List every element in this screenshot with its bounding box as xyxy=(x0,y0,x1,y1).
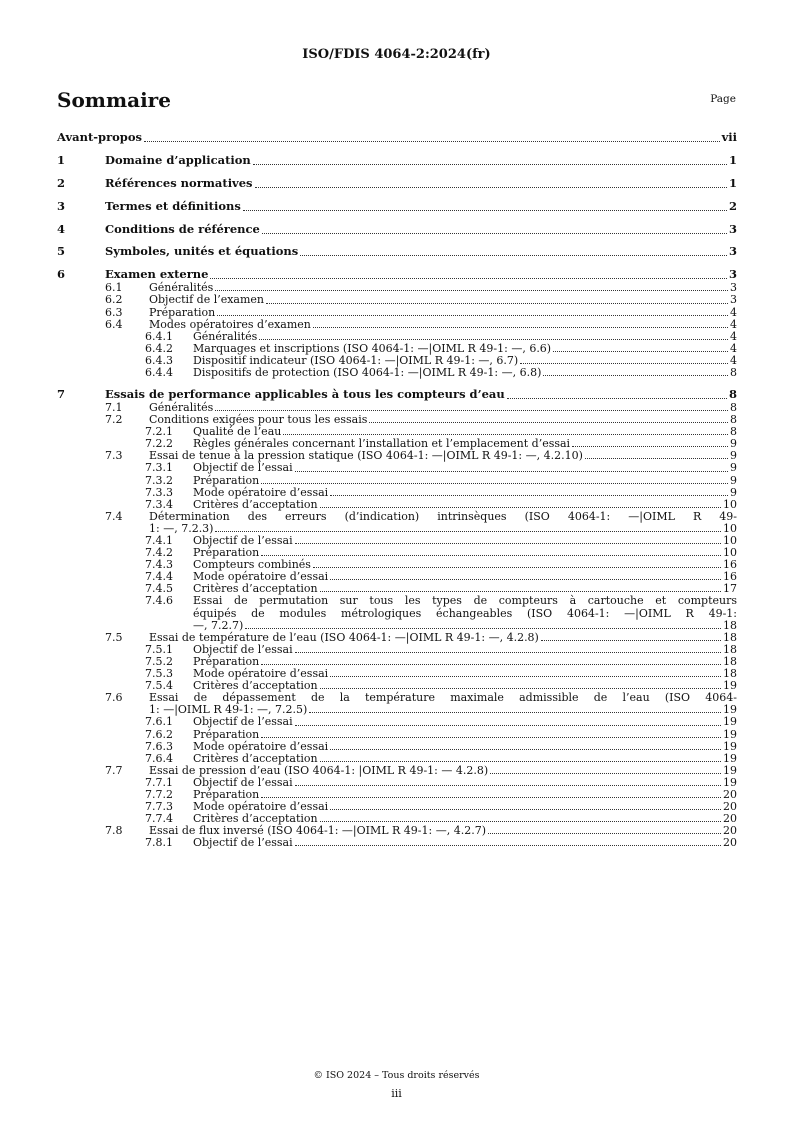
toc-entry-number: 1 xyxy=(57,152,66,167)
toc-entry[interactable] xyxy=(57,692,737,716)
toc-entry-page: 10 xyxy=(723,546,737,560)
dot-leader xyxy=(215,402,728,411)
toc-entry-page: 4 xyxy=(730,305,737,319)
toc-entry-title: Objectif de l’essai xyxy=(193,775,293,789)
toc-entry-title: Essai de flux inversé (ISO 4064-1: —|OIML R 49-1: —, 4.2.7) xyxy=(149,824,486,838)
dot-leader xyxy=(369,414,728,423)
dot-leader xyxy=(295,837,721,846)
toc-entry-page: 20 xyxy=(723,800,737,814)
toc-entry-page: 1 xyxy=(728,175,737,190)
toc-entry[interactable] xyxy=(57,837,737,849)
toc-entry-number: 7.4.2 xyxy=(145,546,173,560)
dot-leader xyxy=(520,355,728,364)
toc-entry[interactable] xyxy=(57,176,737,191)
toc-entry-page: 4 xyxy=(730,329,737,343)
toc-entry-page: 1 xyxy=(728,152,737,167)
toc-entry[interactable] xyxy=(57,331,737,343)
toc-entry-title: Essais de performance applicables à tous les compteurs d’eau xyxy=(105,386,505,401)
toc-entry-page: 18 xyxy=(723,654,737,668)
toc-entry-number: 4 xyxy=(57,221,66,236)
toc-entry-title: Objectif de l’examen xyxy=(149,293,265,307)
toc-entry-title: Critères d’acceptation xyxy=(193,679,318,693)
toc-entry-number: 6.2 xyxy=(105,293,123,307)
dot-leader xyxy=(320,680,721,689)
toc-entry-page: 9 xyxy=(730,461,737,475)
toc-entry-title: Généralités xyxy=(149,400,214,414)
toc-entry-title: Objectif de l’essai xyxy=(193,715,293,729)
toc-entry-number: 7.3.1 xyxy=(145,461,173,475)
dot-leader xyxy=(253,153,727,165)
table-of-contents xyxy=(57,130,737,849)
dot-leader xyxy=(215,523,721,532)
toc-entry[interactable] xyxy=(57,716,737,728)
toc-entry-title: Règles générales concernant l’installation et l’emplacement d’essai xyxy=(193,437,571,451)
toc-entry-number: 7.5.4 xyxy=(145,679,173,693)
toc-entry[interactable] xyxy=(57,319,737,331)
toc-entry-number: 6.4 xyxy=(105,317,123,331)
toc-entry-title: Compteurs combinés xyxy=(193,558,311,572)
toc-entry-page: 20 xyxy=(723,824,737,838)
toc-entry-number: 7.4.3 xyxy=(145,558,173,572)
toc-entry[interactable] xyxy=(57,367,737,379)
toc-entry-number: 7.4 xyxy=(105,509,123,523)
toc-entry-number: 7.5.3 xyxy=(145,667,173,681)
toc-entry-number: 5 xyxy=(57,244,66,259)
toc-entry-number: 7.3.4 xyxy=(145,497,173,511)
toc-entry-title: Préparation xyxy=(193,473,260,487)
toc-entry-title: Préparation xyxy=(193,727,260,741)
toc-entry-number: 7 xyxy=(57,386,66,401)
dot-leader xyxy=(320,499,721,508)
dot-leader xyxy=(330,487,728,496)
toc-entry-title: Mode opératoire d’essai xyxy=(193,739,329,753)
toc-entry[interactable] xyxy=(57,199,737,214)
toc-entry-page: 3 xyxy=(728,221,737,236)
toc-entry-page: 9 xyxy=(730,473,737,487)
toc-entry-page: 18 xyxy=(723,618,737,632)
toc-entry-number: 7.4.1 xyxy=(145,534,173,548)
dot-leader xyxy=(259,331,728,340)
toc-entry-number: 7.6 xyxy=(105,691,123,705)
toc-entry-title: Mode opératoire d’essai xyxy=(193,667,329,681)
toc-entry-title: Termes et définitions xyxy=(105,198,241,213)
toc-entry-number: 7.8 xyxy=(105,824,123,838)
toc-entry-number: 7.4.6 xyxy=(145,594,173,608)
dot-leader xyxy=(261,789,721,798)
toc-entry-page: 19 xyxy=(723,679,737,693)
toc-entry[interactable] xyxy=(57,475,737,487)
dot-leader xyxy=(543,367,728,376)
dot-leader xyxy=(313,319,728,328)
toc-entry-title-continued: équipés de modules métrologiques échangeables (ISO 4064-1: —|OIML R 49-1: xyxy=(193,606,737,620)
toc-entry-page: 9 xyxy=(730,437,737,451)
toc-entry[interactable] xyxy=(57,387,737,402)
dot-leader xyxy=(490,765,721,774)
toc-entry-title: Critères d’acceptation xyxy=(193,812,318,826)
toc-entry-title: Essai de température de l’eau (ISO 4064-1: —|OIML R 49-1: —, 4.2.8) xyxy=(149,630,539,644)
dot-leader xyxy=(300,244,727,256)
toc-entry-title: Mode opératoire d’essai xyxy=(193,485,329,499)
toc-entry[interactable] xyxy=(57,595,737,631)
toc-entry-number: 6 xyxy=(57,267,66,282)
toc-entry-page: 8 xyxy=(730,366,737,379)
toc-entry-page: 20 xyxy=(723,836,737,850)
dot-leader xyxy=(144,130,720,142)
footer-page-number: iii xyxy=(391,1087,402,1100)
toc-entry[interactable] xyxy=(57,462,737,474)
toc-entry-number: 7.5.1 xyxy=(145,642,173,656)
toc-entry-number: 7.3.2 xyxy=(145,473,173,487)
toc-entry[interactable] xyxy=(57,130,737,145)
dot-leader xyxy=(262,222,727,234)
toc-entry[interactable] xyxy=(57,729,737,741)
toc-entry-title: Mode opératoire d’essai xyxy=(193,570,329,584)
toc-entry-title: Critères d’acceptation xyxy=(193,582,318,596)
toc-entry-number: 6.4.3 xyxy=(145,353,173,367)
dot-leader xyxy=(585,450,728,459)
toc-entry-number: 7.6.1 xyxy=(145,715,173,729)
dot-leader xyxy=(313,559,721,568)
toc-entry-page: 19 xyxy=(723,703,737,717)
toc-entry-title: Examen externe xyxy=(105,267,209,282)
toc-entry-page: 18 xyxy=(723,642,737,656)
toc-title: Sommaire xyxy=(57,88,171,112)
dot-leader xyxy=(320,583,721,592)
toc-entry-number: 7.3 xyxy=(105,449,123,463)
toc-entry-number: 7.7.1 xyxy=(145,775,173,789)
toc-entry-title: Symboles, unités et équations xyxy=(105,244,299,259)
dot-leader xyxy=(295,777,721,786)
toc-entry-title: Critères d’acceptation xyxy=(193,497,318,511)
toc-entry-title: Avant-propos xyxy=(57,130,142,144)
toc-entry-number: 6.4.1 xyxy=(145,329,173,343)
toc-entry-page: 18 xyxy=(723,667,737,681)
toc-entry-title: Essai de dépassement de la température maximale admissible de l’eau (ISO 4064- xyxy=(149,691,737,705)
toc-entry-title: Essai de pression d’eau (ISO 4064-1: |OIML R 49-1: — 4.2.8) xyxy=(149,763,489,777)
dot-leader xyxy=(320,813,721,822)
toc-entry-page: 19 xyxy=(723,775,737,789)
dot-leader xyxy=(330,571,721,580)
toc-entry-page: 3 xyxy=(730,281,737,295)
toc-entry-number: 7.7 xyxy=(105,763,123,777)
dot-leader xyxy=(553,343,728,352)
toc-entry-number: 6.4.2 xyxy=(145,341,173,355)
toc-entry-page: 8 xyxy=(728,386,737,401)
toc-entry-title: Dispositifs de protection (ISO 4064-1: —|OIML R 49-1: —, 6.8) xyxy=(193,366,542,379)
toc-entry-page: 9 xyxy=(730,449,737,463)
dot-leader xyxy=(261,729,721,738)
toc-entry-title-continued: —, 7.2.7) xyxy=(193,618,244,632)
toc-entry-title: Qualité de l’eau xyxy=(193,425,282,439)
dot-leader xyxy=(255,176,727,188)
toc-entry-page: 4 xyxy=(730,353,737,367)
toc-entry-number: 2 xyxy=(57,175,66,190)
toc-entry-number: 6.1 xyxy=(105,281,123,295)
toc-entry-page: 10 xyxy=(723,534,737,548)
toc-entry-page: 20 xyxy=(723,812,737,826)
toc-entry[interactable] xyxy=(57,499,737,511)
toc-entry-title: Objectif de l’essai xyxy=(193,836,293,850)
toc-entry-title: Domaine d’application xyxy=(105,152,251,167)
dot-leader xyxy=(215,282,728,291)
dot-leader xyxy=(295,716,721,725)
dot-leader xyxy=(488,825,721,834)
toc-entry-page: 16 xyxy=(723,558,737,572)
toc-entry-number: 7.8.1 xyxy=(145,836,173,850)
toc-entry[interactable] xyxy=(57,753,737,765)
toc-entry[interactable] xyxy=(57,487,737,499)
toc-entry-number: 7.7.4 xyxy=(145,812,173,826)
dot-leader xyxy=(330,801,721,810)
toc-entry-number: 7.5.2 xyxy=(145,654,173,668)
toc-entry-number: 7.1 xyxy=(105,400,123,414)
toc-entry-page: 19 xyxy=(723,763,737,777)
toc-entry-title-continued: 1: —, 7.2.3) xyxy=(149,521,214,535)
toc-entry-number: 7.7.2 xyxy=(145,787,173,801)
toc-entry-title: Généralités xyxy=(193,329,258,343)
dot-leader xyxy=(320,753,721,762)
toc-entry[interactable] xyxy=(57,741,737,753)
dot-leader xyxy=(572,438,728,447)
toc-entry-number: 7.2.1 xyxy=(145,425,173,439)
toc-entry[interactable] xyxy=(57,511,737,535)
toc-entry-number: 7.4.5 xyxy=(145,582,173,596)
dot-leader xyxy=(261,475,728,484)
dot-leader xyxy=(295,535,721,544)
toc-entry-title: Critères d’acceptation xyxy=(193,751,318,765)
toc-entry-page: 2 xyxy=(728,198,737,213)
dot-leader xyxy=(243,199,727,211)
dot-leader xyxy=(507,387,727,399)
toc-entry-page: vii xyxy=(721,130,737,144)
dot-leader xyxy=(309,704,721,713)
toc-entry-page: 19 xyxy=(723,715,737,729)
toc-entry-title: Mode opératoire d’essai xyxy=(193,800,329,814)
toc-entry-page: 3 xyxy=(728,244,737,259)
toc-entry-title: Références normatives xyxy=(105,175,253,190)
toc-entry-number: 3 xyxy=(57,198,66,213)
toc-entry-number: 7.5 xyxy=(105,630,123,644)
toc-entry-page: 4 xyxy=(730,341,737,355)
dot-leader xyxy=(217,307,728,316)
toc-entry-number: 7.6.3 xyxy=(145,739,173,753)
toc-entry-page: 17 xyxy=(723,582,737,596)
toc-entry-page: 10 xyxy=(723,497,737,511)
dot-leader xyxy=(330,668,721,677)
toc-entry-title: Objectif de l’essai xyxy=(193,461,293,475)
toc-entry-number: 7.3.3 xyxy=(145,485,173,499)
toc-entry-page: 20 xyxy=(723,787,737,801)
toc-entry-title: Préparation xyxy=(193,787,260,801)
toc-entry-page: 16 xyxy=(723,570,737,584)
toc-entry-title-continued: 1: —|OIML R 49-1: —, 7.2.5) xyxy=(149,703,308,717)
toc-entry-page: 3 xyxy=(730,293,737,307)
dot-leader xyxy=(295,462,728,471)
toc-entry-page: 3 xyxy=(728,267,737,282)
toc-entry[interactable] xyxy=(57,222,737,237)
toc-entry-number: 7.7.3 xyxy=(145,800,173,814)
toc-entry-title: Dispositif indicateur (ISO 4064-1: —|OIML R 49-1: —, 6.7) xyxy=(193,353,519,367)
page-column-label: Page xyxy=(710,93,736,105)
toc-entry-title: Marquages et inscriptions (ISO 4064-1: —|OIML R 49-1: —, 6.6) xyxy=(193,341,552,355)
toc-entry[interactable] xyxy=(57,294,737,306)
footer-copyright: © ISO 2024 – Tous droits réservés xyxy=(313,1070,480,1081)
toc-entry-number: 6.3 xyxy=(105,305,123,319)
toc-entry-title: Essai de tenue à la pression statique (ISO 4064-1: —|OIML R 49-1: —, 4.2.10) xyxy=(149,449,583,463)
toc-entry-page: 10 xyxy=(723,521,737,535)
toc-entry-page: 9 xyxy=(730,485,737,499)
toc-entry-title: Modes opératoires d’examen xyxy=(149,317,311,331)
toc-entry[interactable] xyxy=(57,267,737,282)
dot-leader xyxy=(210,267,727,279)
toc-entry[interactable] xyxy=(57,244,737,259)
toc-entry-page: 19 xyxy=(723,739,737,753)
toc-entry-number: 7.2.2 xyxy=(145,437,173,451)
toc-entry-page: 18 xyxy=(723,630,737,644)
toc-entry[interactable] xyxy=(57,307,737,319)
toc-entry-number: 6.4.4 xyxy=(145,366,173,379)
toc-entry-page: 19 xyxy=(723,727,737,741)
toc-entry-title: Généralités xyxy=(149,281,214,295)
dot-leader xyxy=(295,644,721,653)
toc-entry-title: Conditions de référence xyxy=(105,221,260,236)
toc-entry-title: Objectif de l’essai xyxy=(193,642,293,656)
toc-entry-title: Préparation xyxy=(149,305,216,319)
dot-leader xyxy=(266,294,728,303)
toc-entry-number: 7.4.4 xyxy=(145,570,173,584)
dot-leader xyxy=(261,656,721,665)
dot-leader xyxy=(245,620,721,629)
toc-entry[interactable] xyxy=(57,153,737,168)
dot-leader xyxy=(283,426,728,435)
toc-entry-title: Préparation xyxy=(193,546,260,560)
toc-entry-title: Conditions exigées pour tous les essais xyxy=(149,413,368,427)
toc-entry-page: 4 xyxy=(730,317,737,331)
dot-leader xyxy=(541,632,721,641)
toc-entry-page: 8 xyxy=(730,413,737,427)
toc-entry-page: 8 xyxy=(730,425,737,439)
toc-entry-title: Détermination des erreurs (d’indication) intrinsèques (ISO 4064-1: —|OIML R 49- xyxy=(149,509,737,523)
toc-entry-title: Objectif de l’essai xyxy=(193,534,293,548)
toc-entry-number: 7.6.2 xyxy=(145,727,173,741)
dot-leader xyxy=(261,547,721,556)
document-header: ISO/FDIS 4064-2:2024(fr) xyxy=(302,47,491,62)
toc-entry-title: Préparation xyxy=(193,654,260,668)
toc-entry-title: Essai de permutation sur tous les types de compteurs à cartouche et compteurs xyxy=(193,594,737,608)
toc-entry-page: 8 xyxy=(730,400,737,414)
dot-leader xyxy=(330,741,721,750)
toc-entry-number: 7.2 xyxy=(105,413,123,427)
toc-entry-page: 19 xyxy=(723,751,737,765)
toc-entry-number: 7.6.4 xyxy=(145,751,173,765)
